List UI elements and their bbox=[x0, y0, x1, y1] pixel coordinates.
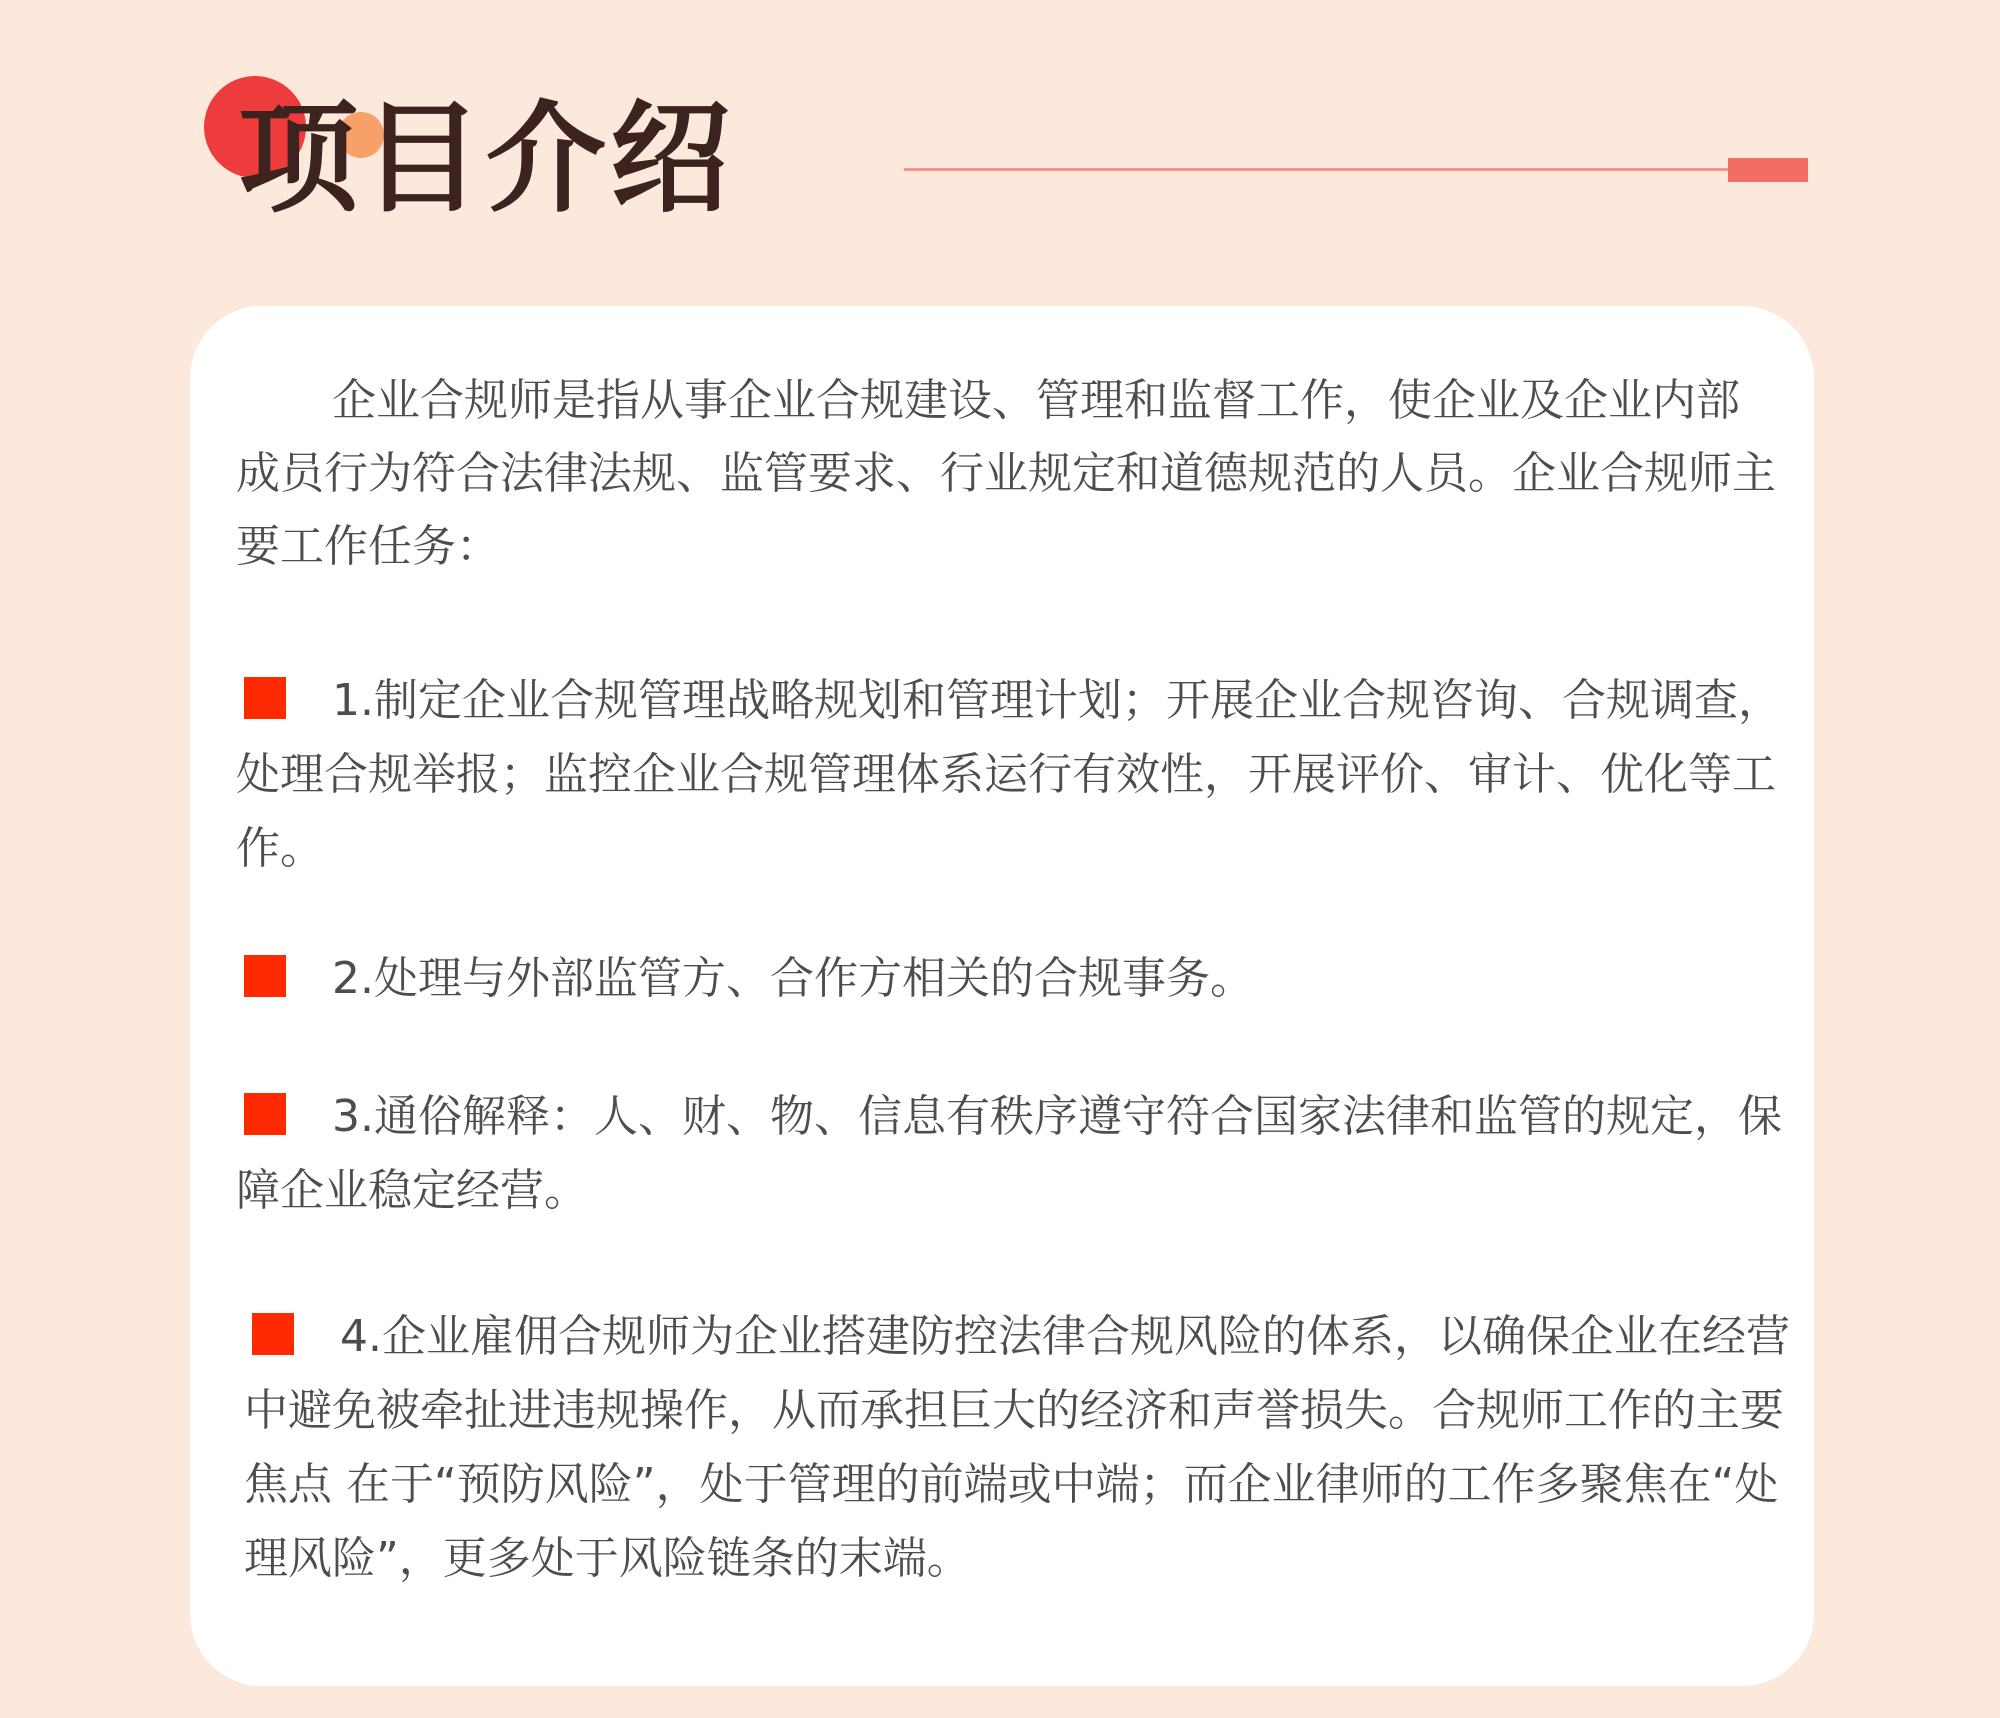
list-item bbox=[244, 1300, 1804, 1596]
content-card bbox=[190, 306, 1814, 1686]
list-item bbox=[236, 942, 1786, 1016]
list-item-text: 4.企业雇佣合规师为企业搭建防控法律合规风险的体系，以确保企业在经营中避免被牵扯进违规操作，从而承担巨大的经济和声誉损失。合规师工作的主要焦点 在于“预防风险”，处于管理的前端或中端；而企业律师的工作多聚焦在“处理风险”，更多处于风险链条的末端。 bbox=[244, 1311, 1790, 1584]
square-bullet-icon bbox=[244, 677, 286, 719]
list-item bbox=[236, 1080, 1786, 1228]
list-item-text: 3.通俗解释：人、财、物、信息有秩序遵守符合国家法律和监管的规定，保障企业稳定经营。 bbox=[236, 1091, 1782, 1216]
square-bullet-icon bbox=[244, 1093, 286, 1135]
list-item-text: 1.制定企业合规管理战略规划和管理计划；开展企业合规咨询、合规调查，处理合规举报；监控企业合规管理体系运行有效性，开展评价、审计、优化等工作。 bbox=[236, 675, 1782, 874]
list-item-text: 2.处理与外部监管方、合作方相关的合规事务。 bbox=[332, 953, 1254, 1004]
intro-paragraph: 企业合规师是指从事企业合规建设、管理和监督工作，使企业及企业内部成员行为符合法律法规、监管要求、行业规定和道德规范的人员。企业合规师主要工作任务： bbox=[236, 375, 1776, 572]
header-divider-line bbox=[904, 168, 1730, 171]
list-item bbox=[236, 664, 1786, 886]
page-title: 项目介绍 bbox=[238, 90, 734, 229]
square-bullet-icon bbox=[252, 1313, 294, 1355]
square-bullet-icon bbox=[244, 955, 286, 997]
header-divider-cap bbox=[1728, 158, 1808, 182]
